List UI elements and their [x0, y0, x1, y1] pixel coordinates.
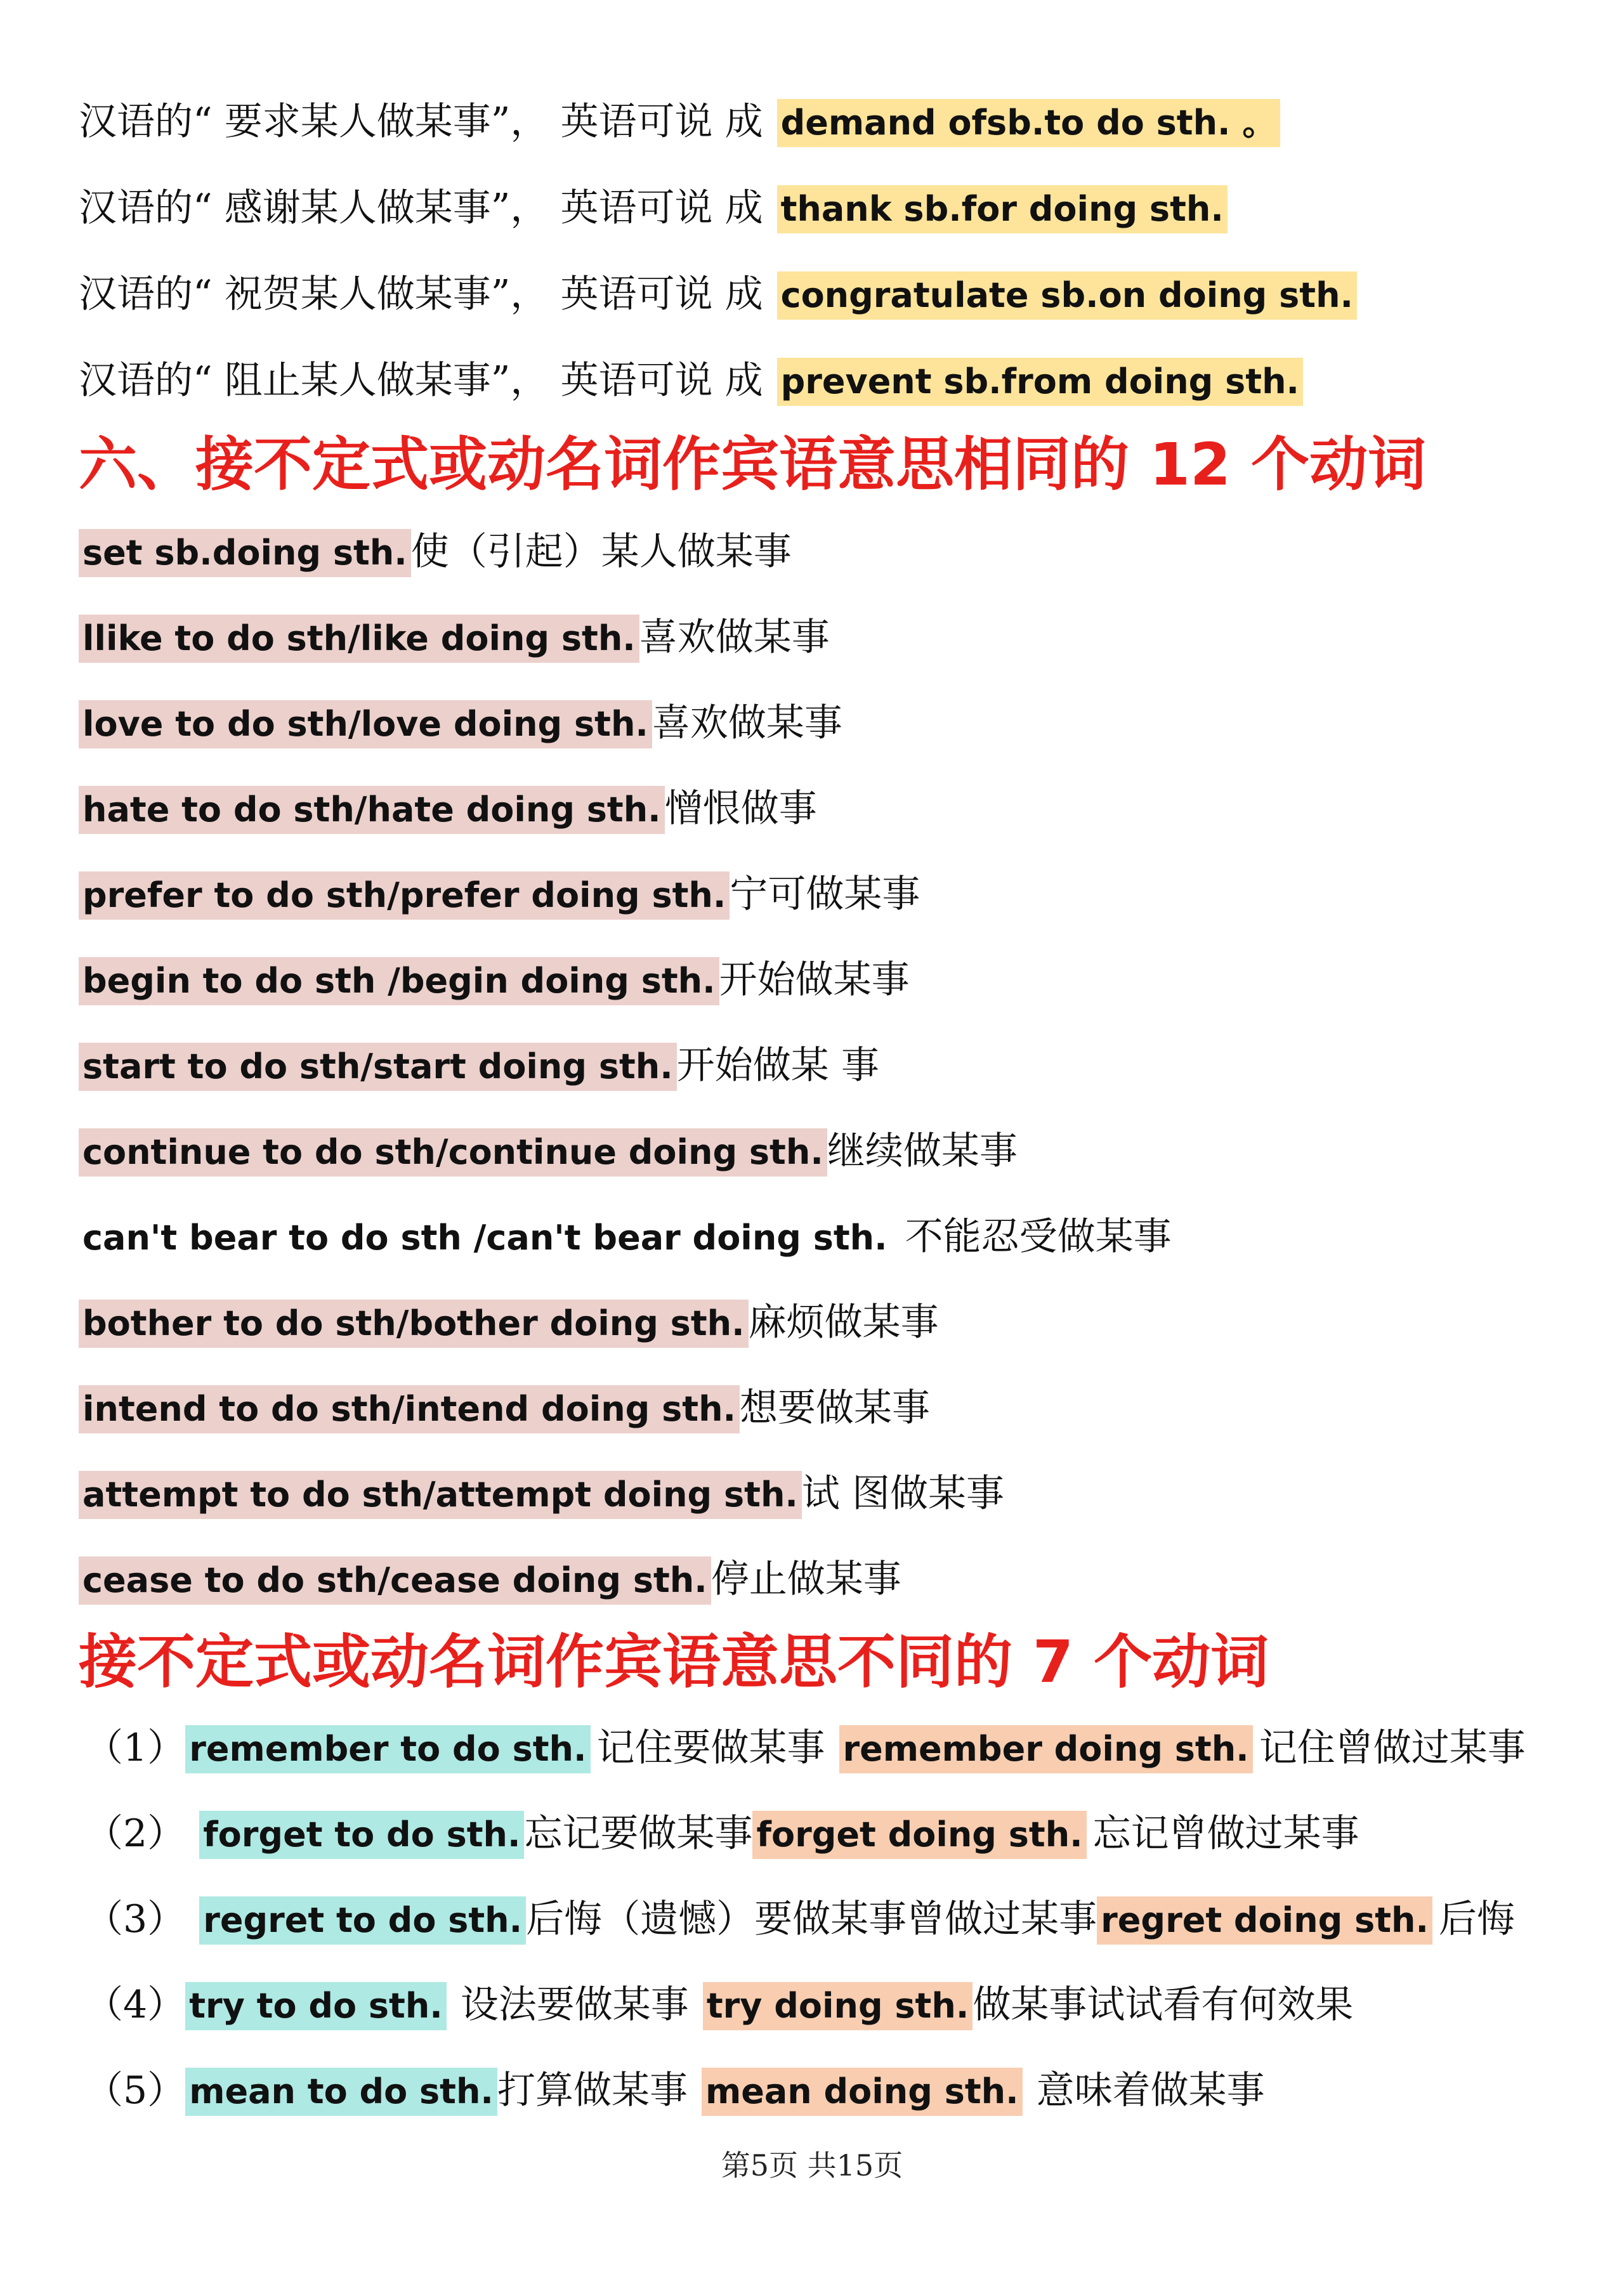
phrase-english: prevent sb.from doing sth.: [777, 358, 1303, 406]
verb-english: hate to do sth/hate doing sth.: [79, 786, 665, 834]
verb-item: [79, 1376, 930, 1440]
verb-item: [79, 606, 830, 669]
item-number: （4）: [85, 1983, 186, 2027]
verb-english: bother to do sth/bother doing sth.: [79, 1300, 749, 1348]
to-form: regret to do sth.: [199, 1896, 526, 1945]
verb-chinese: 不能忍受做某事: [905, 1215, 1172, 1259]
verb-item: [79, 863, 920, 926]
verb-english: love to do sth/love doing sth.: [79, 700, 652, 748]
phrase-english: thank sb.for doing sth.: [777, 185, 1228, 233]
phrase-english: demand ofsb.to do sth. 。: [777, 99, 1281, 147]
ing-meaning: 忘记曾做过某事: [1092, 1811, 1359, 1856]
item-number: （5）: [85, 2068, 186, 2113]
ing-form: forget doing sth.: [752, 1811, 1086, 1859]
phrase-prefix: 汉语的“ 阻止某人做某事”， 英语可说 成: [79, 358, 763, 403]
contrast-item: [85, 1973, 1353, 2037]
to-form: mean to do sth.: [185, 2068, 497, 2116]
verb-chinese: 试 图做某事: [801, 1471, 1004, 1516]
verb-chinese: 想要做某事: [740, 1386, 931, 1430]
verb-item: [79, 1205, 1172, 1269]
verb-english: begin to do sth /begin doing sth.: [79, 957, 719, 1005]
verb-english: prefer to do sth/prefer doing sth.: [79, 871, 730, 920]
section6-heading: 六、接不定式或动名词作宾语意思相同的 12 个动词: [79, 431, 1427, 499]
to-meaning: 设法要做某事: [460, 1983, 689, 2027]
contrast-item: [85, 1888, 1515, 1951]
phrase-prefix: 汉语的“ 要求某人做某事”， 英语可说 成: [79, 100, 763, 144]
ing-meaning: 记住曾做过某事: [1259, 1726, 1526, 1770]
verb-item: [79, 1119, 1018, 1183]
verb-chinese: 麻烦做某事: [748, 1300, 939, 1345]
verb-chinese: 停止做某事: [710, 1557, 901, 1601]
phrase-row: [79, 263, 1357, 326]
phrase-row: [79, 176, 1228, 240]
to-meaning: 后悔（遗憾）要做某事曾做过某事: [526, 1897, 1097, 1941]
to-form: try to do sth.: [185, 1982, 447, 2030]
verb-chinese: 开始做某 事: [676, 1043, 879, 1088]
section7-heading: 接不定式或动名词作宾语意思不同的 7 个动词: [79, 1628, 1269, 1696]
page-footer: 第5页 共15页: [721, 2148, 903, 2182]
contrast-item: [85, 1716, 1526, 1780]
verb-english: llike to do sth/like doing sth.: [79, 615, 639, 663]
to-meaning: 记住要做某事: [596, 1726, 825, 1770]
verb-chinese: 继续做某事: [827, 1129, 1018, 1173]
phrase-prefix: 汉语的“ 感谢某人做某事”， 英语可说 成: [79, 186, 763, 230]
to-form: forget to do sth.: [199, 1811, 524, 1859]
ing-form: try doing sth.: [703, 1982, 973, 2030]
verb-english: start to do sth/start doing sth.: [79, 1043, 677, 1091]
item-number: （3）: [85, 1897, 186, 1941]
ing-form: remember doing sth.: [839, 1725, 1253, 1773]
verb-chinese: 喜欢做某事: [639, 615, 830, 660]
verb-item: [79, 1291, 939, 1354]
contrast-item: [85, 2059, 1265, 2122]
phrase-row: [79, 349, 1303, 412]
to-meaning: 忘记要做某事: [524, 1811, 753, 1856]
ing-form: regret doing sth.: [1097, 1896, 1432, 1945]
ing-meaning: 意味着做某事: [1036, 2068, 1265, 2113]
ing-meaning: 后悔: [1439, 1897, 1516, 1941]
item-number: （2）: [85, 1811, 186, 1856]
verb-english: cease to do sth/cease doing sth.: [79, 1556, 711, 1605]
verb-chinese: 开始做某事: [719, 958, 910, 1002]
verb-item: [79, 691, 842, 755]
verb-item: [79, 948, 910, 1012]
item-number: （1）: [85, 1726, 186, 1770]
phrase-english: congratulate sb.on doing sth.: [777, 271, 1357, 320]
verb-chinese: 喜欢做某事: [652, 701, 842, 745]
verb-english: set sb.doing sth.: [79, 529, 411, 577]
ing-form: mean doing sth.: [702, 2068, 1023, 2116]
verb-chinese: 使（引起）某人做某事: [410, 530, 792, 574]
ing-meaning: 做某事试试看有何效果: [972, 1983, 1354, 2027]
verb-english: attempt to do sth/attempt doing sth.: [79, 1471, 802, 1519]
verb-chinese: 憎恨做事: [664, 786, 817, 831]
phrase-row: [79, 90, 1280, 153]
phrase-prefix: 汉语的“ 祝贺某人做某事”， 英语可说 成: [79, 272, 763, 316]
verb-english: intend to do sth/intend doing sth.: [79, 1385, 740, 1433]
to-meaning: 打算做某事: [497, 2068, 688, 2113]
verb-item: [79, 1548, 901, 1611]
verb-item: [79, 520, 792, 584]
verb-item: [79, 1462, 1004, 1525]
verb-english: continue to do sth/continue doing sth.: [79, 1128, 827, 1177]
verb-chinese: 宁可做某事: [730, 872, 920, 916]
to-form: remember to do sth.: [185, 1725, 590, 1773]
verb-english: can't bear to do sth /can't bear doing sth.: [82, 1218, 887, 1258]
verb-item: [79, 1034, 879, 1097]
contrast-item: [85, 1802, 1359, 1865]
verb-item: [79, 777, 817, 840]
